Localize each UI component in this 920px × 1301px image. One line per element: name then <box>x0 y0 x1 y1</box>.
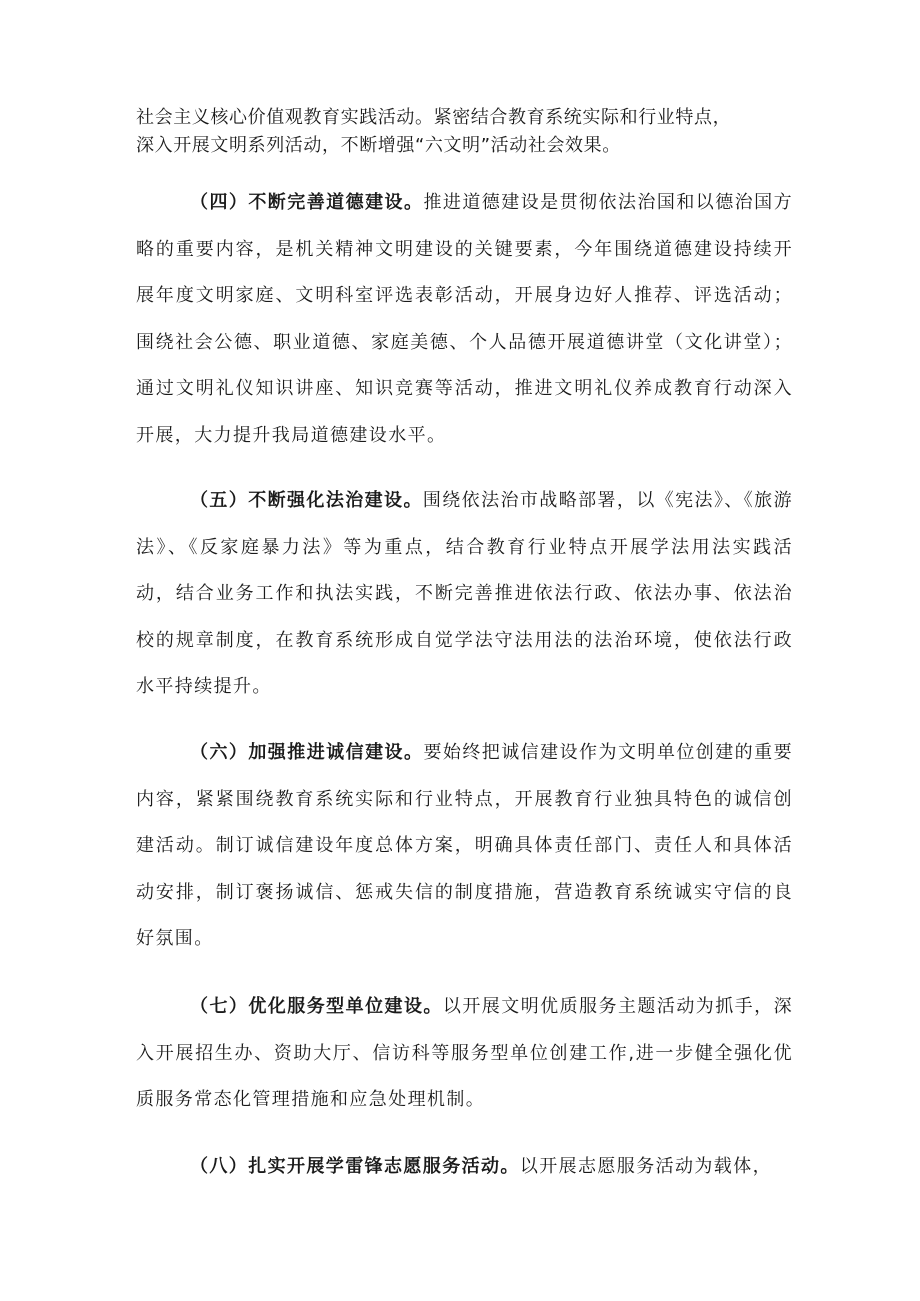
section-8-heading: （八）扎实开展学雷锋志愿服务活动。 <box>190 1156 520 1177</box>
section-5-heading: （五）不断强化法治建设。 <box>190 490 423 511</box>
section-7-heading: （七）优化服务型单位建设。 <box>190 996 443 1017</box>
intro-line-1: 社会主义核心价值观教育实践活动。紧密结合教育系统实际和行业特点， <box>136 107 732 128</box>
section-5-body: 围绕依法治市战略部署，以《宪法》、《旅游法》、《反家庭暴力法》等为重点，结合教育行业特点开展学法用法实践活动，结合业务工作和执法实践，不断完善推进依法行政、依法办事、依法治校的规章制度，在教育系统形成自觉学法守法用法的法治环境，使依法行政水平持续提升。 <box>136 490 793 697</box>
section-4-heading: （四）不断完善道德建设。 <box>190 192 424 213</box>
section-7-body: 以开展文明优质服务主题活动为抓手，深入开展招生办、资助大厅、信访科等服务型单位创建工作,进一步健全强化优质服务常态化管理措施和应急处理机制。 <box>136 996 793 1110</box>
section-6-body: 要始终把诚信建设作为文明单位创建的重要内容，紧紧围绕教育系统实际和行业特点，开展教育行业独具特色的诚信创建活动。制订诚信建设年度总体方案，明确具体责任部门、责任人和具体活动安排，制订褒扬诚信、惩戒失信的制度措施，营造教育系统诚实守信的良好氛围。 <box>136 742 793 949</box>
intro-paragraph <box>136 104 796 160</box>
intro-line-2: 深入开展文明系列活动，不断增强“六文明”活动社会效果。 <box>136 135 621 156</box>
section-4-paragraph <box>136 180 793 459</box>
section-8-paragraph <box>136 1144 793 1191</box>
section-6-heading: （六）加强推进诚信建设。 <box>190 742 424 763</box>
section-4-body: 推进道德建设是贯彻依法治国和以德治国方略的重要内容，是机关精神文明建设的关键要素，今年围绕道德建设持续开展年度文明家庭、文明科室评选表彰活动，开展身边好人推荐、评选活动；围绕社会公德、职业道德、家庭美德、个人品德开展道德讲堂（文化讲堂）；通过文明礼仪知识讲座、知识竞赛等活动，推进文明礼仪养成教育行动深入开展，大力提升我局道德建设水平。 <box>136 192 793 446</box>
section-6-paragraph <box>136 730 793 963</box>
section-5-paragraph <box>136 478 793 711</box>
section-8-body: 以开展志愿服务活动为载体， <box>519 1156 773 1177</box>
section-7-paragraph <box>136 984 793 1124</box>
